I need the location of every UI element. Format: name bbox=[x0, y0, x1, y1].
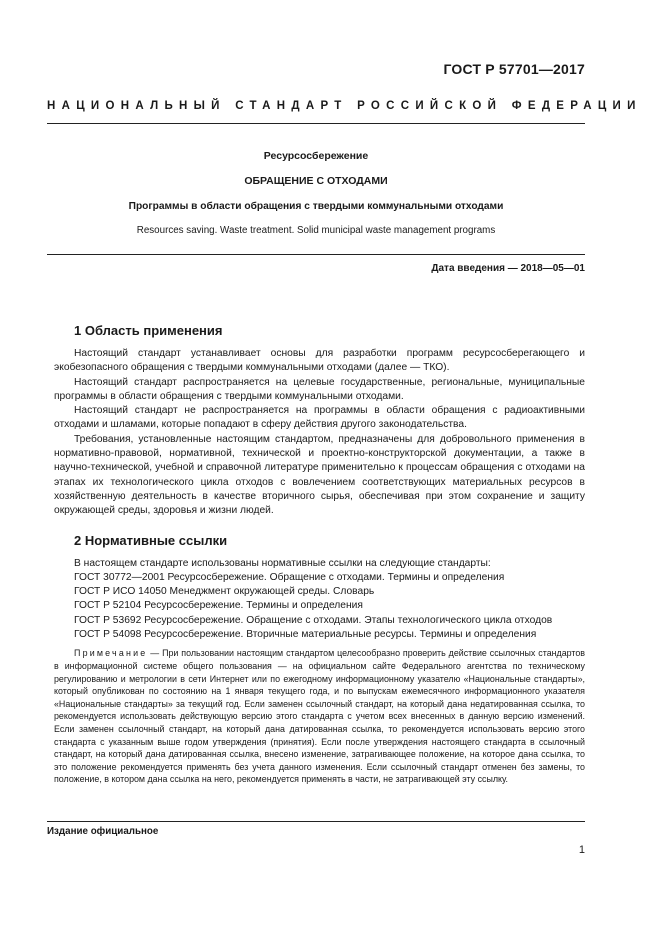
note-text: — При пользовании настоящим стандартом целесообразно проверить действие ссылочных стандартов в информационной системе общего пользования — на официальном сайте Федерального агентства по техническому регулированию и метрологии в сети Интернет или по ежегодному информационному указателю «Национальные стандарты», который опубликован по состоянию на 1 января текущего года, и по выпускам ежемесячного информационного указателя «Национальные стандарты» за текущий год. Если заменен ссылочный стандарт, на который дана недатированная ссылка, то рекомендуется использовать действующую версию этого стандарта с учетом всех внесенных в данную версию изменений. Если заменен ссылочный стандарт, на который дана датированная ссылка, то рекомендуется использовать версию этого стандарта с указанным выше годом утверждения (принятия). Если после утверждения настоящего стандарта в ссылочный стандарт, на который дана датированная ссылка, внесено изменение, затрагивающее положение, на которое дана ссылка, то это положение рекомендуется применять без учета данного изменения. Если ссылочный стандарт отменен без замены, то положение, в котором дана ссылка на него, рекомендуется применять в части, не затрагивающей эту ссылку. bbox=[54, 648, 585, 785]
reference-item: ГОСТ Р 52104 Ресурсосбережение. Термины и определения bbox=[74, 600, 363, 612]
top-divider bbox=[47, 123, 585, 124]
section-2-intro: В настоящем стандарте использованы нормативные ссылки на следующие стандарты: bbox=[74, 557, 491, 569]
section-1-paragraph: Настоящий стандарт устанавливает основы для разработки программ ресурсосберегающего и экобезопасного обращения с твердыми коммунальными отходами (далее — ТКО). bbox=[54, 348, 585, 374]
document-body bbox=[54, 322, 585, 786]
footer-divider bbox=[47, 821, 585, 822]
section-1-heading: 1 Область применения bbox=[74, 323, 223, 338]
national-standard-banner: НАЦИОНАЛЬНЫЙ СТАНДАРТ РОССИЙСКОЙ ФЕДЕРАЦИИ bbox=[47, 100, 642, 112]
section-2-heading: 2 Нормативные ссылки bbox=[74, 532, 228, 548]
reference-item: ГОСТ Р 54098 Ресурсосбережение. Вторичные материальные ресурсы. Термины и определения bbox=[74, 629, 537, 641]
title-main: ОБРАЩЕНИЕ С ОТХОДАМИ bbox=[244, 175, 388, 187]
note-label: Примечание bbox=[74, 648, 148, 659]
section-1-paragraph: Настоящий стандарт не распространяется на программы в области обращения с радиоактивными отходами и шламами, которые попадают в сферу действия другого законодательства. bbox=[54, 405, 585, 431]
section-1-paragraph: Требования, установленные настоящим стандартом, предназначены для добровольного применения в нормативно-правовой, нормативной, технической и проектно-конструкторской документации, а также в научно-технической, учебной и справочной литературе применительно к процессам обращения с отходами на этапах их технологического цикла отходов с вовлечением соответствующих материальных ресурсов в хозяйственную деятельность в качестве вторичного сырья, обеспечивая при этом сохранение и защиту окружающей среды, здоровья и жизни людей. bbox=[54, 433, 585, 517]
title-divider bbox=[47, 254, 585, 255]
title-group: Ресурсосбережение bbox=[263, 150, 369, 162]
reference-item: ГОСТ Р ИСО 14050 Менеджмент окружающей среды. Словарь bbox=[74, 586, 375, 598]
note-paragraph bbox=[54, 647, 585, 786]
title-sub: Программы в области обращения с твердыми коммунальными отходами bbox=[128, 201, 504, 212]
introduction-date: Дата введения — 2018—05—01 bbox=[431, 263, 585, 274]
title-english: Resources saving. Waste treatment. Solid municipal waste management programs bbox=[136, 225, 496, 236]
page-number: 1 bbox=[578, 844, 585, 856]
reference-item: ГОСТ 30772—2001 Ресурсосбережение. Обращение с отходами. Термины и определения bbox=[74, 571, 505, 583]
reference-item: ГОСТ Р 53692 Ресурсосбережение. Обращение с отходами. Этапы технологического цикла отходов bbox=[74, 614, 553, 626]
document-code: ГОСТ Р 57701—2017 bbox=[443, 61, 585, 77]
section-1-paragraph: Настоящий стандарт распространяется на целевые государственные, региональные, муниципальные программы в области обращения с твердыми коммунальными отходами. bbox=[54, 376, 585, 402]
official-edition-label: Издание официальное bbox=[47, 826, 159, 837]
